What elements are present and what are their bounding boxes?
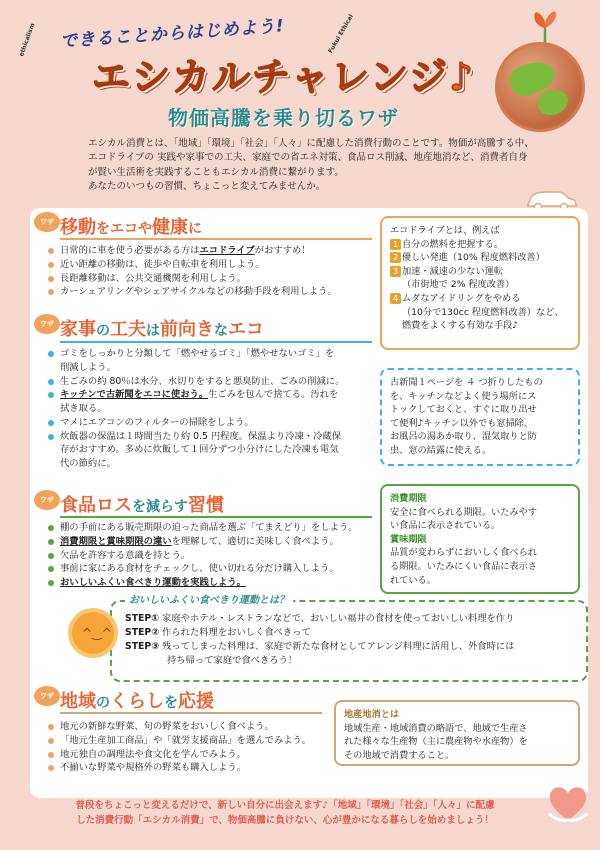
list-item: 長距離移動は、公共交通機関を利用しよう。 — [48, 272, 378, 286]
list-item: 「地元生産加工商品」や「就労支援商品」を選んでみよう。 — [48, 734, 338, 748]
list-item: 地元の新鮮な野菜、旬の野菜をおいしく食べよう。 — [48, 720, 338, 734]
newspaper-box: 古新聞１ページを ４ つ折りしたもの を、キッチンなどよく使う場所にス トックしておくと、すぐに取り出せ て便利♪キッチン以外でも窓掃除、 お風呂の湯あか取り、湿気取りと防 虫、窓の結露に使える。 — [380, 368, 580, 466]
intro-text — [88, 137, 568, 194]
header — [0, 0, 600, 230]
oishii-title: おいしいふくい食べきり運動とは？ — [125, 594, 293, 609]
sun-mascot-icon: ^‿^ — [72, 612, 114, 654]
list-item: 炊飯器の保温は１時間当たり約 0.5 円程度。保温より冷凍・冷蔵保 存がおすすめ。多めに炊飯して１回分ずつ小分けにした冷凍も電気 代の節約に。 — [48, 430, 378, 471]
list-item: ゴミをしっかりと分類して「燃やせるゴミ」「燃やせないゴミ」を 削減しよう。 — [48, 347, 378, 375]
list-item: カーシェアリングやシェアサイクルなどの移動手段を利用しよう。 — [48, 285, 378, 299]
list-item: 欠品を許容する意識を持とう。 — [48, 549, 378, 563]
section-title-housework: 家事の工夫は前向きなエコ — [60, 319, 264, 340]
section-title-foodloss: 食品ロスを減らす習慣 — [60, 495, 224, 516]
intro-line: エシカル消費とは、「地域」「環境」「社会」「人々」に配慮した消費行動のことです。物価が高騰する中、 — [88, 138, 534, 149]
section-title-local: 地域のくらしを応援 — [60, 691, 214, 712]
divider — [60, 712, 322, 714]
list-item: 日常的に車を使う必要がある方はエコドライブがおすすめ！ — [48, 244, 378, 258]
chisan-box: 地産地消とは 地域生産・地域消費の略語で、地域で生産さ れた様々な生産物（主に農産物や水産物）を その地域で消費すること。 — [334, 700, 580, 766]
waza-badge: ワザ — [34, 212, 60, 232]
divider — [60, 341, 372, 343]
page-subtitle: 物価高騰を乗り切るワザ — [168, 106, 399, 130]
list-housework — [48, 347, 378, 471]
footer-message: 普段をちょこっと変えるだけで、新しい自分に出会えます♪「地域」「環境」「社会」「人々」に配慮 した消費行動「エシカル消費」で、物価高騰に負けない、心が豊かになる暮らしを始めましょう！ — [75, 800, 495, 827]
list-move — [48, 244, 378, 299]
list-item: 棚の手前にある販売期限の迫った商品を選ぶ「てまえどり」をしよう。 — [48, 521, 378, 535]
intro-line: あなたのいつもの習慣、ちょこっと変えてみませんか。 — [88, 180, 326, 192]
list-foodloss — [48, 521, 378, 590]
oishii-steps: STEP① 家庭やホテル・レストランなどで、おいしい福井の食材を使っておいしい料理を作り STEP② 作られた料理をおいしく食べきって STEP③ 残ってしまった料理は、家庭で新たな食材としてアレンジ料理に活用し、外食時には 持ち帰って家庭で食べきろう！ — [125, 613, 515, 666]
list-item: 不揃いな野菜や規格外の野菜も購入しよう。 — [48, 761, 338, 775]
list-item: キッチンで古新聞をエコに使おう。生ごみを包んで捨てる。汚れを 拭き取る。 — [48, 388, 378, 416]
list-item: 地元独自の調理法や食文化を学んでみよう。 — [48, 748, 338, 762]
heart-hands-icon — [545, 780, 591, 826]
list-item: 近い距離の移動は、徒歩や自転車を利用しよう。 — [48, 258, 378, 272]
waza-badge: ワザ — [34, 686, 60, 706]
expiry-box: 消費期限 安全に食べられる期限。いたみやす い食品に表示されている。 賞味期限 品質が変わらずにおいしく食べられ る期限。いたみにくい食品に表示さ れている。 — [380, 484, 580, 594]
list-item: マメにエアコンのフィルターの掃除をしよう。 — [48, 416, 378, 430]
tag-left: ethicalism — [18, 22, 37, 58]
waza-badge: ワザ — [34, 490, 60, 510]
intro-line: が賢い生活術を実践することもエシカル消費に繋がります。 — [88, 166, 344, 178]
waza-badge: ワザ — [34, 314, 60, 334]
list-item: 事前に家にある食材をチェックし、使い切れる分だけ購入しよう。 — [48, 562, 378, 576]
list-item: 消費期限と賞味期限の違いを理解して、適切に美味しく食べよう。 — [48, 535, 378, 549]
divider — [60, 238, 372, 240]
ecodrive-box: エコドライブとは、例えば 1 自分の燃料を把握する。 2 優しい発進（10% 程度燃料改善） 3 加速・減速の少ない運転 （市街地で 2% 程度改善） 4 ムダなアイドリングをやめる （10分で130cc 程度燃料改善）など、 燃費をよくする有効な手段♪ — [380, 216, 580, 350]
intro-line: エコドライブの 実践や家事での工夫、家庭での省エネ対策、食品ロス削減、地産地消など、消費者自身 — [88, 152, 528, 164]
list-item: 生ごみの約 80％は水分、水切りをすると悪臭防止、ごみの削減に。 — [48, 375, 378, 389]
tag-right: Fukui Ethical — [327, 13, 355, 55]
globe-icon — [495, 42, 585, 132]
divider — [60, 516, 372, 518]
ecodrive-head: エコドライブとは、例えば — [390, 225, 500, 236]
section-title-move: 移動をエコや健康に — [60, 217, 202, 238]
list-local — [48, 720, 338, 775]
catch-phrase: できることからはじめよう! — [59, 16, 286, 52]
list-item: おいしいふくい食べきり運動を実践しよう。 — [48, 576, 378, 590]
page-title: エシカルチャレンジ♪ — [92, 55, 476, 99]
